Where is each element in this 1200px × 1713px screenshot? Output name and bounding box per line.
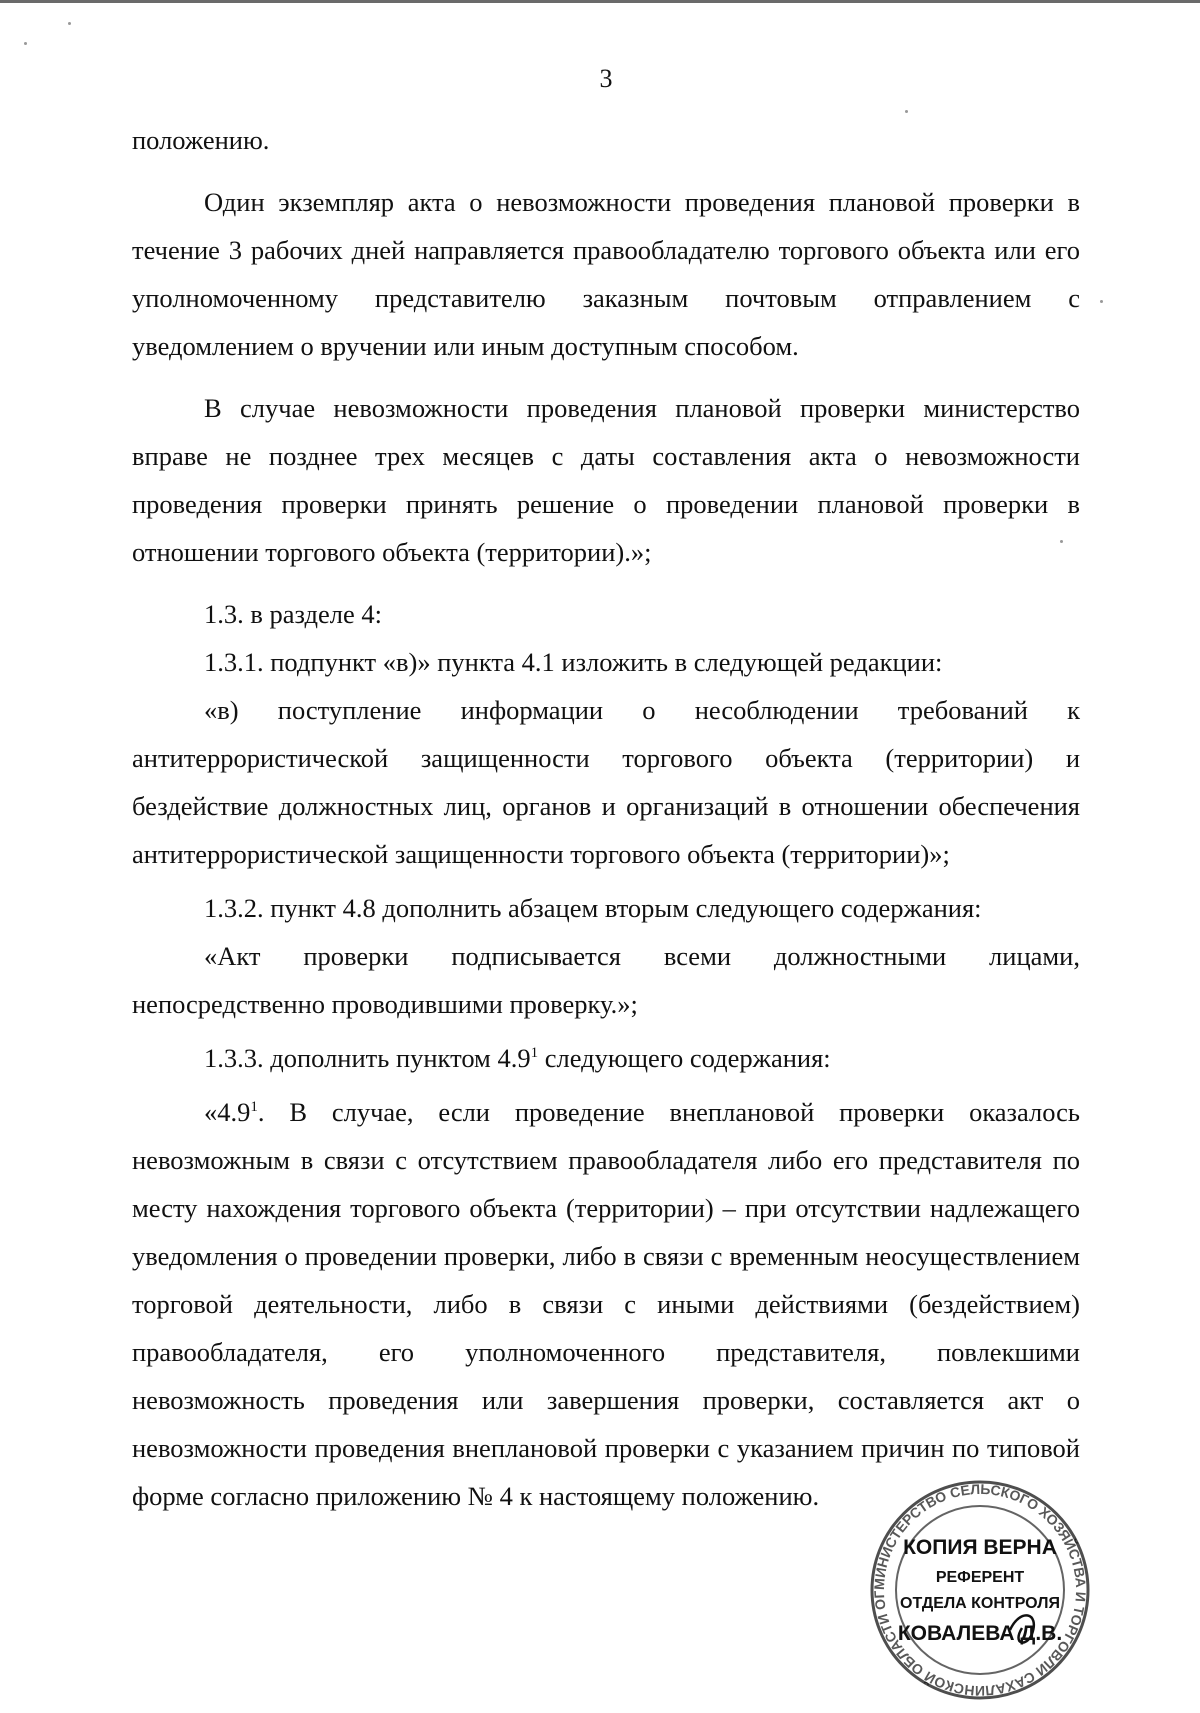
- paragraph-inspection-act: «Акт проверки подписывается всеми должностными лицами, непосредственно проводившими проверку.»;: [132, 941, 1080, 1019]
- paragraph-4-9-1: [132, 1088, 1080, 1520]
- page-number: 3: [599, 64, 613, 93]
- paragraph-1-3-3-text: 1.3.3. дополнить пунктом 4.9: [204, 1043, 531, 1073]
- scan-edge-line: [0, 0, 1200, 3]
- stamp-line-department: ОТДЕЛА КОНТРОЛЯ: [900, 1595, 1060, 1612]
- scan-speck: [905, 110, 908, 113]
- paragraph-1-3-3-tail: следующего содержания:: [538, 1043, 831, 1073]
- seal-graphic: [860, 1480, 1100, 1700]
- stamp-line-copy-true: КОПИЯ ВЕРНА: [903, 1536, 1057, 1559]
- scan-speck: [1100, 300, 1103, 303]
- seal-ring-text: МИНИСТЕРСТВО СЕЛЬСКОГО ХОЗЯЙСТВА И ТОРГОВЛИ САХАЛИНСКОЙ ОБЛАСТИ ОГ: [870, 1480, 1090, 1700]
- paragraph-subitem-v: «в) поступление информации о несоблюдении требований к антитеррористической защищенности торгового объекта (территории) и бездействие должностных лиц, органов и организаций в отношении обеспечения антитеррористической защищенности торгового объекта (территории)»;: [132, 695, 1080, 869]
- official-seal-stamp: [860, 1480, 1100, 1700]
- paragraph-1-3-1: 1.3.1. подпункт «в)» пункта 4.1 изложить в следующей редакции:: [204, 647, 943, 677]
- scan-speck: [68, 22, 71, 25]
- paragraph-act-copy: Один экземпляр акта о невозможности проведения плановой проверки в течение 3 рабочих дней направляется правообладателю торгового объекта или его уполномоченному представителю заказным почтовым отправлением с уведомлением о вручении или иным доступным способом.: [132, 187, 1080, 361]
- scan-speck: [24, 42, 27, 45]
- superscript-one: 1: [530, 1045, 539, 1062]
- paragraph-planned-inspection: В случае невозможности проведения плановой проверки министерство вправе не позднее трех месяцев с даты составления акта о невозможности проведения проверки принять решение о проведении плановой проверки в отношении торгового объекта (территории).»;: [132, 393, 1080, 567]
- paragraph-continuation: положению.: [132, 125, 270, 155]
- stamp-line-referent: РЕФЕРЕНТ: [935, 1569, 1025, 1586]
- scan-speck: [1060, 540, 1063, 543]
- stamp-line-name: КОВАЛЕВА Д.В.: [897, 1622, 1063, 1645]
- paragraph-1-3-3: [132, 1034, 1080, 1082]
- paragraph-1-3-2: 1.3.2. пункт 4.8 дополнить абзацем вторым следующего содержания:: [204, 893, 982, 923]
- paragraph-4-9-1-head: «4.9: [204, 1097, 251, 1127]
- superscript-one: 1: [250, 1099, 258, 1116]
- paragraph-4-9-1-body: . В случае, если проведение внеплановой проверки оказалось невозможным в связи с отсутствием правообладателя либо его представителя по месту нахождения торгового объекта (территории) – при отсутствии надлежащего уведомления о проведении проверки, либо в связи с временным неосуществлением торговой деятельности, либо в связи с иными действиями (бездействием) правообладателя, его уполномоченного представителя, повлекшими невозможность проведения или завершения проверки, составляется акт о невозможности проведения внеплановой проверки с указанием причин по типовой форме согласно приложению № 4 к настоящему положению.: [132, 1097, 1080, 1511]
- paragraph-section-4: 1.3. в разделе 4:: [204, 599, 382, 629]
